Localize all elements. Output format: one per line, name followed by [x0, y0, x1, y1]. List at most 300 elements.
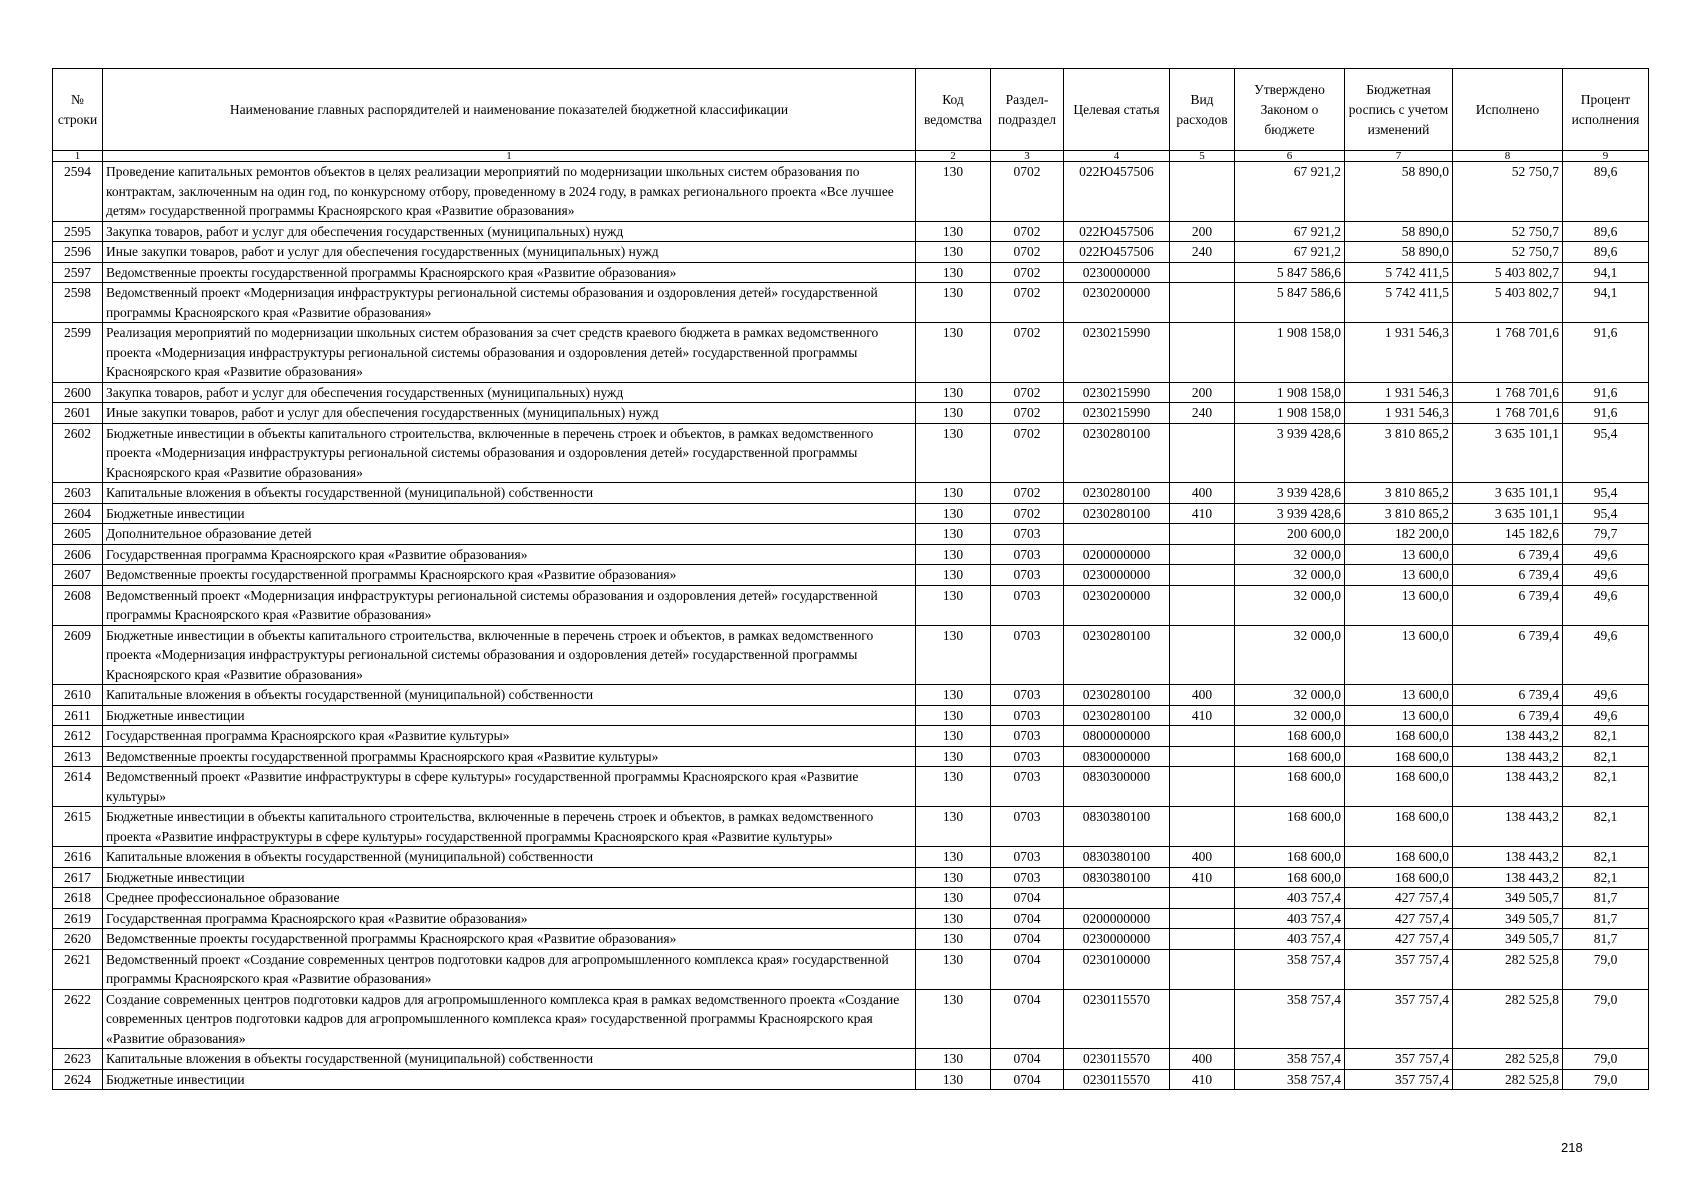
column-number: 1 [103, 151, 916, 162]
row-name-cell: Ведомственный проект «Модернизация инфраструктуры региональной системы образования и оздоровления детей» государственной программы Красноярского края «Развитие образования» [103, 585, 916, 625]
section-cell: 0703 [991, 767, 1064, 807]
expense-type-cell [1170, 625, 1235, 685]
row-name-cell: Ведомственные проекты государственной программы Красноярского края «Развитие образования» [103, 262, 916, 283]
dept-code-cell: 130 [916, 807, 991, 847]
section-cell: 0703 [991, 565, 1064, 586]
approved-amount-cell: 67 921,2 [1235, 221, 1345, 242]
dept-code-cell: 130 [916, 989, 991, 1049]
header-executed: Исполнено [1453, 69, 1563, 151]
section-cell: 0702 [991, 403, 1064, 424]
target-cell: 0230280100 [1064, 685, 1170, 706]
row-name-cell: Капитальные вложения в объекты государственной (муниципальной) собственности [103, 483, 916, 504]
expense-type-cell: 240 [1170, 242, 1235, 263]
row-number-cell: 2597 [53, 262, 103, 283]
approved-amount-cell: 67 921,2 [1235, 162, 1345, 222]
budget-list-amount-cell: 58 890,0 [1345, 242, 1453, 263]
section-cell: 0702 [991, 283, 1064, 323]
budget-list-amount-cell: 3 810 865,2 [1345, 423, 1453, 483]
row-name-cell: Дополнительное образование детей [103, 524, 916, 545]
target-cell: 0230200000 [1064, 585, 1170, 625]
column-number: 6 [1235, 151, 1345, 162]
row-name-cell: Иные закупки товаров, работ и услуг для обеспечения государственных (муниципальных) нужд [103, 242, 916, 263]
table-row [53, 685, 1649, 706]
dept-code-cell: 130 [916, 929, 991, 950]
row-number-cell: 2606 [53, 544, 103, 565]
executed-amount-cell: 349 505,7 [1453, 929, 1563, 950]
expense-type-cell [1170, 283, 1235, 323]
table-row [53, 908, 1649, 929]
row-number-cell: 2605 [53, 524, 103, 545]
table-row [53, 1069, 1649, 1090]
percent-cell: 49,6 [1563, 685, 1649, 706]
dept-code-cell: 130 [916, 908, 991, 929]
column-number: 1 [53, 151, 103, 162]
row-name-cell: Создание современных центров подготовки кадров для агропромышленного комплекса края в рамках ведомственного проекта «Создание современных центров подготовки кадров для агропромышленного комплекса края» государственной программы Красноярского края «Развитие образования» [103, 989, 916, 1049]
dept-code-cell: 130 [916, 262, 991, 283]
budget-list-amount-cell: 13 600,0 [1345, 565, 1453, 586]
row-number-cell: 2594 [53, 162, 103, 222]
section-cell: 0704 [991, 949, 1064, 989]
column-number: 5 [1170, 151, 1235, 162]
percent-cell: 82,1 [1563, 807, 1649, 847]
header-target: Целевая статья [1064, 69, 1170, 151]
target-cell: 0230280100 [1064, 705, 1170, 726]
approved-amount-cell: 403 757,4 [1235, 929, 1345, 950]
section-cell: 0704 [991, 989, 1064, 1049]
section-cell: 0704 [991, 888, 1064, 909]
executed-amount-cell: 1 768 701,6 [1453, 382, 1563, 403]
percent-cell: 49,6 [1563, 544, 1649, 565]
executed-amount-cell: 138 443,2 [1453, 746, 1563, 767]
table-row [53, 807, 1649, 847]
budget-list-amount-cell: 5 742 411,5 [1345, 262, 1453, 283]
approved-amount-cell: 67 921,2 [1235, 242, 1345, 263]
section-cell: 0703 [991, 807, 1064, 847]
row-number-cell: 2618 [53, 888, 103, 909]
header-expense-type: Вид расходов [1170, 69, 1235, 151]
table-row [53, 867, 1649, 888]
percent-cell: 91,6 [1563, 323, 1649, 383]
target-cell: 0230000000 [1064, 262, 1170, 283]
row-number-cell: 2621 [53, 949, 103, 989]
budget-list-amount-cell: 357 757,4 [1345, 989, 1453, 1049]
expense-type-cell: 410 [1170, 867, 1235, 888]
target-cell: 0230280100 [1064, 483, 1170, 504]
executed-amount-cell: 349 505,7 [1453, 888, 1563, 909]
expense-type-cell: 410 [1170, 705, 1235, 726]
table-row [53, 503, 1649, 524]
row-number-cell: 2614 [53, 767, 103, 807]
table-row [53, 767, 1649, 807]
budget-list-amount-cell: 13 600,0 [1345, 705, 1453, 726]
budget-list-amount-cell: 357 757,4 [1345, 1069, 1453, 1090]
row-name-cell: Государственная программа Красноярского края «Развитие образования» [103, 544, 916, 565]
row-number-cell: 2601 [53, 403, 103, 424]
percent-cell: 79,0 [1563, 1069, 1649, 1090]
table-row [53, 162, 1649, 222]
table-row [53, 403, 1649, 424]
row-number-cell: 2609 [53, 625, 103, 685]
row-name-cell: Бюджетные инвестиции в объекты капитального строительства, включенные в перечень строек и объектов, в рамках ведомственного проекта «Модернизация инфраструктуры региональной системы образования и оздоровления детей» государственной программы Красноярского края «Развитие образования» [103, 625, 916, 685]
row-name-cell: Капитальные вложения в объекты государственной (муниципальной) собственности [103, 1049, 916, 1070]
approved-amount-cell: 168 600,0 [1235, 807, 1345, 847]
budget-list-amount-cell: 168 600,0 [1345, 867, 1453, 888]
expense-type-cell: 400 [1170, 685, 1235, 706]
row-number-cell: 2607 [53, 565, 103, 586]
row-number-cell: 2613 [53, 746, 103, 767]
column-number: 9 [1563, 151, 1649, 162]
column-number: 7 [1345, 151, 1453, 162]
row-number-cell: 2604 [53, 503, 103, 524]
executed-amount-cell: 6 739,4 [1453, 625, 1563, 685]
header-percent: Процент исполнения [1563, 69, 1649, 151]
budget-list-amount-cell: 427 757,4 [1345, 929, 1453, 950]
expense-type-cell [1170, 949, 1235, 989]
table-row [53, 888, 1649, 909]
executed-amount-cell: 282 525,8 [1453, 1069, 1563, 1090]
budget-list-amount-cell: 427 757,4 [1345, 908, 1453, 929]
table-row [53, 524, 1649, 545]
approved-amount-cell: 5 847 586,6 [1235, 262, 1345, 283]
dept-code-cell: 130 [916, 847, 991, 868]
executed-amount-cell: 138 443,2 [1453, 807, 1563, 847]
executed-amount-cell: 6 739,4 [1453, 565, 1563, 586]
target-cell: 022Ю457506 [1064, 221, 1170, 242]
table-row [53, 242, 1649, 263]
target-cell: 0230200000 [1064, 283, 1170, 323]
target-cell: 0230280100 [1064, 503, 1170, 524]
percent-cell: 82,1 [1563, 867, 1649, 888]
budget-list-amount-cell: 13 600,0 [1345, 625, 1453, 685]
target-cell: 0230115570 [1064, 989, 1170, 1049]
row-name-cell: Бюджетные инвестиции в объекты капитального строительства, включенные в перечень строек и объектов, в рамках ведомственного проекта «Развитие инфраструктуры в сфере культуры» государственной программы Красноярского края «Развитие культуры» [103, 807, 916, 847]
row-number-cell: 2598 [53, 283, 103, 323]
expense-type-cell: 400 [1170, 1049, 1235, 1070]
dept-code-cell: 130 [916, 242, 991, 263]
approved-amount-cell: 3 939 428,6 [1235, 483, 1345, 504]
expense-type-cell [1170, 888, 1235, 909]
approved-amount-cell: 32 000,0 [1235, 625, 1345, 685]
expense-type-cell: 200 [1170, 382, 1235, 403]
page-number: 218 [1561, 1140, 1583, 1155]
expense-type-cell [1170, 423, 1235, 483]
executed-amount-cell: 138 443,2 [1453, 726, 1563, 747]
dept-code-cell: 130 [916, 565, 991, 586]
executed-amount-cell: 282 525,8 [1453, 1049, 1563, 1070]
executed-amount-cell: 6 739,4 [1453, 544, 1563, 565]
table-row [53, 625, 1649, 685]
table-row [53, 565, 1649, 586]
table-row [53, 221, 1649, 242]
expense-type-cell [1170, 524, 1235, 545]
expense-type-cell: 200 [1170, 221, 1235, 242]
expense-type-cell: 410 [1170, 1069, 1235, 1090]
approved-amount-cell: 358 757,4 [1235, 949, 1345, 989]
table-row [53, 382, 1649, 403]
target-cell: 0230000000 [1064, 565, 1170, 586]
executed-amount-cell: 138 443,2 [1453, 767, 1563, 807]
expense-type-cell [1170, 544, 1235, 565]
table-body [53, 162, 1649, 1090]
percent-cell: 95,4 [1563, 423, 1649, 483]
row-name-cell: Бюджетные инвестиции в объекты капитального строительства, включенные в перечень строек и объектов, в рамках ведомственного проекта «Модернизация инфраструктуры региональной системы образования и оздоровления детей» государственной программы Красноярского края «Развитие образования» [103, 423, 916, 483]
target-cell: 0230000000 [1064, 929, 1170, 950]
percent-cell: 94,1 [1563, 283, 1649, 323]
header-approved: Утверждено Законом о бюджете [1235, 69, 1345, 151]
dept-code-cell: 130 [916, 283, 991, 323]
approved-amount-cell: 32 000,0 [1235, 705, 1345, 726]
percent-cell: 82,1 [1563, 746, 1649, 767]
row-name-cell: Ведомственный проект «Развитие инфраструктуры в сфере культуры» государственной программы Красноярского края «Развитие культуры» [103, 767, 916, 807]
percent-cell: 81,7 [1563, 929, 1649, 950]
target-cell: 0200000000 [1064, 908, 1170, 929]
expense-type-cell: 400 [1170, 847, 1235, 868]
section-cell: 0702 [991, 162, 1064, 222]
expense-type-cell [1170, 726, 1235, 747]
target-cell: 0830000000 [1064, 746, 1170, 767]
executed-amount-cell: 145 182,6 [1453, 524, 1563, 545]
target-cell: 0230215990 [1064, 323, 1170, 383]
table-row [53, 1049, 1649, 1070]
header-budget-list: Бюджетная роспись с учетом изменений [1345, 69, 1453, 151]
table-row [53, 929, 1649, 950]
approved-amount-cell: 3 939 428,6 [1235, 503, 1345, 524]
target-cell: 0830380100 [1064, 847, 1170, 868]
percent-cell: 82,1 [1563, 767, 1649, 807]
dept-code-cell: 130 [916, 767, 991, 807]
expense-type-cell [1170, 929, 1235, 950]
row-number-cell: 2595 [53, 221, 103, 242]
percent-cell: 79,0 [1563, 989, 1649, 1049]
executed-amount-cell: 138 443,2 [1453, 867, 1563, 888]
row-name-cell: Ведомственные проекты государственной программы Красноярского края «Развитие образования» [103, 565, 916, 586]
approved-amount-cell: 32 000,0 [1235, 565, 1345, 586]
table-row [53, 847, 1649, 868]
section-cell: 0702 [991, 382, 1064, 403]
budget-list-amount-cell: 1 931 546,3 [1345, 382, 1453, 403]
budget-list-amount-cell: 168 600,0 [1345, 767, 1453, 807]
executed-amount-cell: 5 403 802,7 [1453, 283, 1563, 323]
percent-cell: 49,6 [1563, 585, 1649, 625]
expense-type-cell: 240 [1170, 403, 1235, 424]
expense-type-cell [1170, 908, 1235, 929]
header-name: Наименование главных распорядителей и наименование показателей бюджетной классификации [103, 69, 916, 151]
expense-type-cell: 400 [1170, 483, 1235, 504]
executed-amount-cell: 1 768 701,6 [1453, 323, 1563, 383]
approved-amount-cell: 1 908 158,0 [1235, 323, 1345, 383]
table-row [53, 283, 1649, 323]
budget-list-amount-cell: 13 600,0 [1345, 544, 1453, 565]
budget-list-amount-cell: 168 600,0 [1345, 746, 1453, 767]
section-cell: 0702 [991, 503, 1064, 524]
budget-list-amount-cell: 357 757,4 [1345, 949, 1453, 989]
table-header [53, 69, 1649, 162]
row-name-cell: Среднее профессиональное образование [103, 888, 916, 909]
dept-code-cell: 130 [916, 382, 991, 403]
percent-cell: 49,6 [1563, 705, 1649, 726]
target-cell: 0230280100 [1064, 423, 1170, 483]
row-number-cell: 2612 [53, 726, 103, 747]
dept-code-cell: 130 [916, 1069, 991, 1090]
expense-type-cell: 410 [1170, 503, 1235, 524]
row-name-cell: Закупка товаров, работ и услуг для обеспечения государственных (муниципальных) нужд [103, 221, 916, 242]
budget-list-amount-cell: 1 931 546,3 [1345, 323, 1453, 383]
percent-cell: 49,6 [1563, 625, 1649, 685]
percent-cell: 91,6 [1563, 403, 1649, 424]
row-number-cell: 2600 [53, 382, 103, 403]
section-cell: 0702 [991, 423, 1064, 483]
row-name-cell: Ведомственные проекты государственной программы Красноярского края «Развитие образования» [103, 929, 916, 950]
row-number-cell: 2615 [53, 807, 103, 847]
executed-amount-cell: 6 739,4 [1453, 705, 1563, 726]
budget-list-amount-cell: 3 810 865,2 [1345, 483, 1453, 504]
row-name-cell: Бюджетные инвестиции [103, 705, 916, 726]
row-name-cell: Капитальные вложения в объекты государственной (муниципальной) собственности [103, 685, 916, 706]
executed-amount-cell: 6 739,4 [1453, 585, 1563, 625]
dept-code-cell: 130 [916, 483, 991, 504]
section-cell: 0704 [991, 1069, 1064, 1090]
header-dept-code: Код ведомства [916, 69, 991, 151]
approved-amount-cell: 32 000,0 [1235, 685, 1345, 706]
target-cell: 0230215990 [1064, 382, 1170, 403]
section-cell: 0704 [991, 929, 1064, 950]
executed-amount-cell: 3 635 101,1 [1453, 423, 1563, 483]
column-number: 2 [916, 151, 991, 162]
table-row [53, 423, 1649, 483]
table-row [53, 746, 1649, 767]
percent-cell: 49,6 [1563, 565, 1649, 586]
target-cell: 022Ю457506 [1064, 162, 1170, 222]
percent-cell: 89,6 [1563, 162, 1649, 222]
approved-amount-cell: 1 908 158,0 [1235, 382, 1345, 403]
approved-amount-cell: 358 757,4 [1235, 1069, 1345, 1090]
row-number-cell: 2619 [53, 908, 103, 929]
percent-cell: 79,0 [1563, 949, 1649, 989]
executed-amount-cell: 52 750,7 [1453, 242, 1563, 263]
table-row [53, 949, 1649, 989]
approved-amount-cell: 168 600,0 [1235, 847, 1345, 868]
approved-amount-cell: 200 600,0 [1235, 524, 1345, 545]
target-cell [1064, 888, 1170, 909]
percent-cell: 79,0 [1563, 1049, 1649, 1070]
table-row [53, 323, 1649, 383]
approved-amount-cell: 403 757,4 [1235, 888, 1345, 909]
target-cell: 0830300000 [1064, 767, 1170, 807]
executed-amount-cell: 282 525,8 [1453, 949, 1563, 989]
target-cell: 022Ю457506 [1064, 242, 1170, 263]
percent-cell: 95,4 [1563, 503, 1649, 524]
section-cell: 0702 [991, 221, 1064, 242]
section-cell: 0702 [991, 323, 1064, 383]
target-cell: 0830380100 [1064, 867, 1170, 888]
percent-cell: 89,6 [1563, 221, 1649, 242]
target-cell: 0230100000 [1064, 949, 1170, 989]
column-number: 8 [1453, 151, 1563, 162]
dept-code-cell: 130 [916, 162, 991, 222]
row-number-cell: 2616 [53, 847, 103, 868]
row-name-cell: Проведение капитальных ремонтов объектов в целях реализации мероприятий по модернизации школьных систем образования по контрактам, заключенным на один год, по конкурсному отбору, проведенному в 2024 году, в рамках регионального проекта «Все лучшее детям» государственной программы Красноярского края «Развитие образования» [103, 162, 916, 222]
column-number: 3 [991, 151, 1064, 162]
expense-type-cell [1170, 323, 1235, 383]
dept-code-cell: 130 [916, 726, 991, 747]
dept-code-cell: 130 [916, 423, 991, 483]
percent-cell: 81,7 [1563, 888, 1649, 909]
row-number-cell: 2620 [53, 929, 103, 950]
executed-amount-cell: 3 635 101,1 [1453, 503, 1563, 524]
expense-type-cell [1170, 162, 1235, 222]
section-cell: 0704 [991, 908, 1064, 929]
approved-amount-cell: 168 600,0 [1235, 746, 1345, 767]
executed-amount-cell: 138 443,2 [1453, 847, 1563, 868]
row-name-cell: Иные закупки товаров, работ и услуг для обеспечения государственных (муниципальных) нужд [103, 403, 916, 424]
target-cell: 0230280100 [1064, 625, 1170, 685]
dept-code-cell: 130 [916, 867, 991, 888]
table-row [53, 544, 1649, 565]
row-number-cell: 2599 [53, 323, 103, 383]
section-cell: 0703 [991, 746, 1064, 767]
dept-code-cell: 130 [916, 221, 991, 242]
executed-amount-cell: 5 403 802,7 [1453, 262, 1563, 283]
row-name-cell: Ведомственные проекты государственной программы Красноярского края «Развитие культуры» [103, 746, 916, 767]
dept-code-cell: 130 [916, 625, 991, 685]
budget-list-amount-cell: 182 200,0 [1345, 524, 1453, 545]
executed-amount-cell: 52 750,7 [1453, 221, 1563, 242]
row-number-cell: 2623 [53, 1049, 103, 1070]
dept-code-cell: 130 [916, 746, 991, 767]
section-cell: 0703 [991, 705, 1064, 726]
approved-amount-cell: 168 600,0 [1235, 726, 1345, 747]
column-number: 4 [1064, 151, 1170, 162]
budget-table [52, 68, 1649, 1090]
approved-amount-cell: 358 757,4 [1235, 1049, 1345, 1070]
row-number-cell: 2622 [53, 989, 103, 1049]
budget-list-amount-cell: 1 931 546,3 [1345, 403, 1453, 424]
section-cell: 0703 [991, 867, 1064, 888]
row-name-cell: Ведомственный проект «Создание современных центров подготовки кадров для агропромышленного комплекса края» государственной программы Красноярского края «Развитие образования» [103, 949, 916, 989]
executed-amount-cell: 349 505,7 [1453, 908, 1563, 929]
expense-type-cell [1170, 262, 1235, 283]
target-cell: 0800000000 [1064, 726, 1170, 747]
budget-list-amount-cell: 58 890,0 [1345, 162, 1453, 222]
section-cell: 0703 [991, 847, 1064, 868]
budget-list-amount-cell: 13 600,0 [1345, 685, 1453, 706]
expense-type-cell [1170, 746, 1235, 767]
section-cell: 0703 [991, 726, 1064, 747]
row-number-cell: 2602 [53, 423, 103, 483]
approved-amount-cell: 168 600,0 [1235, 867, 1345, 888]
row-name-cell: Государственная программа Красноярского края «Развитие культуры» [103, 726, 916, 747]
budget-list-amount-cell: 168 600,0 [1345, 807, 1453, 847]
table-row [53, 585, 1649, 625]
dept-code-cell: 130 [916, 585, 991, 625]
section-cell: 0702 [991, 483, 1064, 504]
row-name-cell: Бюджетные инвестиции [103, 1069, 916, 1090]
budget-list-amount-cell: 58 890,0 [1345, 221, 1453, 242]
percent-cell: 94,1 [1563, 262, 1649, 283]
executed-amount-cell: 1 768 701,6 [1453, 403, 1563, 424]
section-cell: 0703 [991, 544, 1064, 565]
target-cell: 0830380100 [1064, 807, 1170, 847]
dept-code-cell: 130 [916, 685, 991, 706]
table-row [53, 726, 1649, 747]
section-cell: 0703 [991, 625, 1064, 685]
executed-amount-cell: 282 525,8 [1453, 989, 1563, 1049]
target-cell: 0230115570 [1064, 1049, 1170, 1070]
header-section: Раздел-подраздел [991, 69, 1064, 151]
budget-list-amount-cell: 3 810 865,2 [1345, 503, 1453, 524]
percent-cell: 91,6 [1563, 382, 1649, 403]
dept-code-cell: 130 [916, 323, 991, 383]
